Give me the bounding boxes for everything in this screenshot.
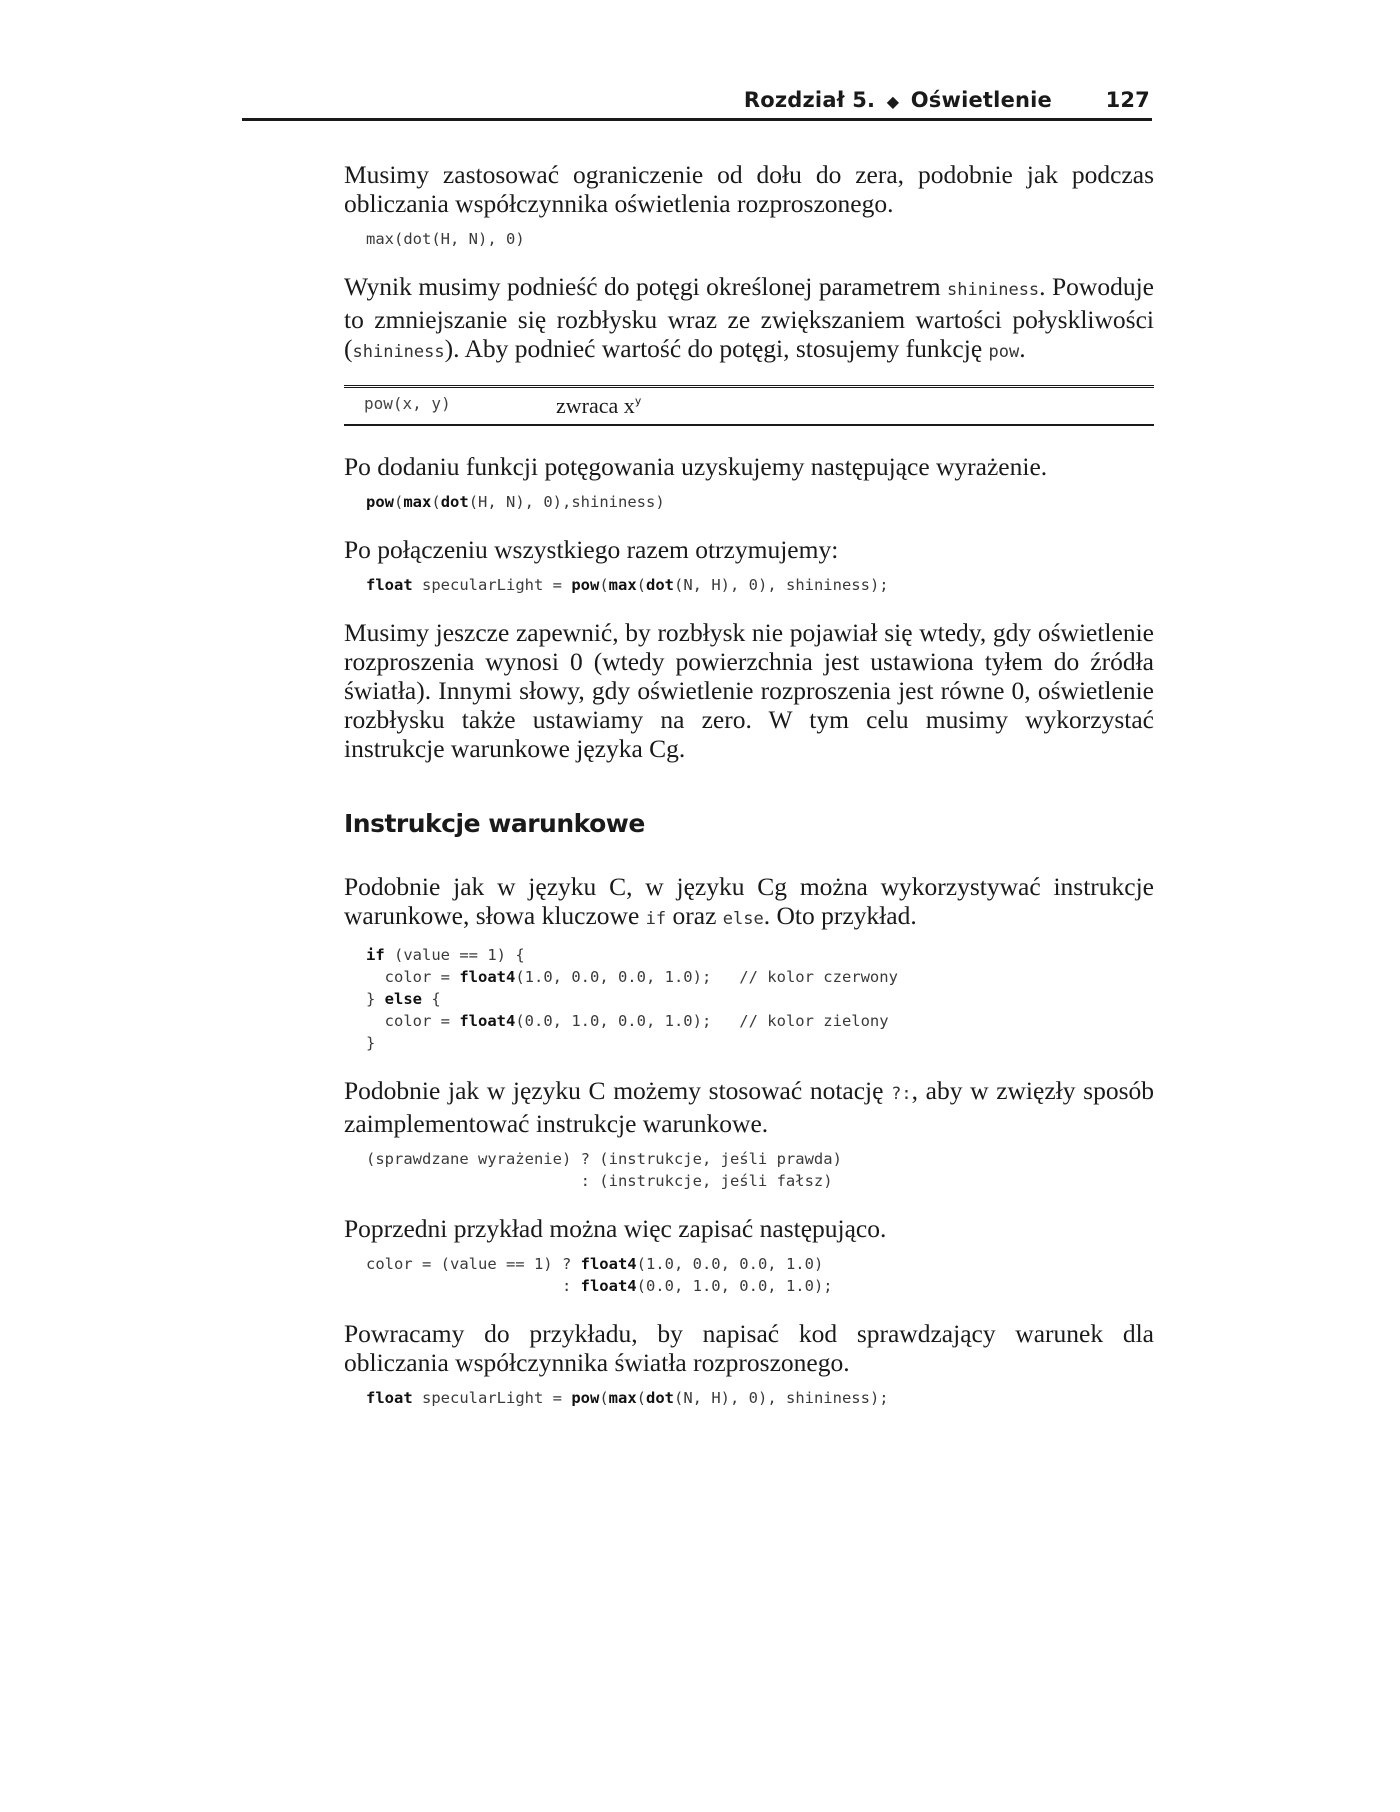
- text-run: .: [1019, 334, 1026, 363]
- text-run: Podobnie jak w języku C, w języku Cg można wykorzystywać instrukcje warunkowe, słowa kluczowe: [344, 872, 1154, 930]
- code-block-ternary-syntax: [366, 1148, 1154, 1192]
- text-run: Wynik musimy podnieść do potęgi określonej parametrem: [344, 272, 948, 301]
- code-token: specularLight =: [412, 1389, 572, 1407]
- code-block-pow: [366, 491, 1154, 513]
- code-line: [366, 1275, 1154, 1297]
- code-keyword: if: [366, 946, 385, 964]
- code-token: (1.0, 0.0, 0.0, 1.0); // kolor czerwony: [515, 968, 898, 986]
- code-keyword: float4: [580, 1255, 637, 1273]
- code-token: dot: [403, 230, 432, 248]
- code-token: :: [366, 1277, 581, 1295]
- code-token: {: [422, 990, 441, 1008]
- text-run: Podobnie jak w języku C możemy stosować notację: [344, 1076, 892, 1105]
- paragraph-3: Po dodaniu funkcji potęgowania uzyskujemy następujące wyrażenie.: [344, 452, 1048, 481]
- code-token: (0.0, 1.0, 0.0, 1.0);: [636, 1277, 833, 1295]
- paragraph-1: Musimy zastosować ograniczenie od dołu do zera, podobnie jak podczas obliczania współczynnika oświetlenia rozproszonego.: [344, 160, 1154, 218]
- description-text: zwraca x: [556, 393, 635, 418]
- code-keyword: pow: [571, 1389, 600, 1407]
- code-keyword: pow: [571, 576, 600, 594]
- diamond-icon: ◆: [886, 92, 900, 111]
- code-keyword: dot: [440, 493, 469, 511]
- code-keyword: dot: [646, 1389, 674, 1407]
- function-table: [344, 385, 1154, 426]
- code-token: specularLight =: [412, 576, 572, 594]
- code-keyword: max: [608, 576, 637, 594]
- code-token: color =: [366, 1012, 460, 1030]
- code-keyword: pow: [366, 493, 394, 511]
- code-keyword: float: [366, 576, 413, 594]
- code-line: }: [366, 1034, 376, 1052]
- text-run: oraz: [666, 901, 723, 930]
- code-line: : (instrukcje, jeśli fałsz): [366, 1172, 833, 1190]
- code-token: }: [366, 990, 385, 1008]
- paragraph-7: [344, 1076, 1154, 1138]
- code-token: (: [599, 1389, 609, 1407]
- page-number: 127: [1105, 88, 1150, 112]
- code-token: (: [599, 576, 609, 594]
- superscript: y: [634, 394, 642, 408]
- code-keyword: float4: [459, 1012, 516, 1030]
- code-token: (H, N), 0),shininess): [468, 493, 665, 511]
- section-heading: Instrukcje warunkowe: [344, 809, 645, 838]
- inline-code: if: [645, 909, 667, 929]
- function-description: [556, 393, 641, 419]
- code-token: color = (value == 1) ?: [366, 1255, 581, 1273]
- paragraph-4: Po połączeniu wszystkiego razem otrzymujemy:: [344, 535, 839, 564]
- code-token: (N, H), 0), shininess);: [674, 1389, 889, 1407]
- code-line: [366, 944, 1154, 966]
- code-keyword: float4: [580, 1277, 637, 1295]
- code-keyword: float4: [459, 968, 516, 986]
- inline-code: shininess: [352, 342, 445, 362]
- code-token: max: [366, 230, 394, 248]
- paragraph-6: [344, 872, 1154, 934]
- code-block-ternary-example: [366, 1253, 1154, 1297]
- code-line: [366, 1253, 1154, 1275]
- code-block-max: max(dot(H, N), 0): [366, 230, 525, 248]
- paragraph-9: Powracamy do przykładu, by napisać kod sprawdzający warunek dla obliczania współczynnika światła rozproszonego.: [344, 1319, 1154, 1377]
- code-block-specular: [366, 574, 1154, 596]
- text-run: . Powoduje to zmniejszanie się rozbłysku wraz ze zwiększaniem wartości połyskliwości (: [344, 272, 1154, 363]
- paragraph-2: [344, 272, 1154, 367]
- code-line: [366, 988, 1154, 1010]
- code-keyword: max: [608, 1389, 637, 1407]
- code-token: (H, N), 0): [431, 230, 525, 248]
- running-header: [242, 80, 1152, 121]
- code-keyword: dot: [646, 576, 674, 594]
- text-run: ). Aby podnieć wartość do potęgi, stosujemy funkcję: [444, 334, 989, 363]
- code-line: [366, 966, 1154, 988]
- text-run: . Oto przykład.: [763, 901, 917, 930]
- function-signature: pow(x, y): [364, 394, 451, 413]
- code-token: (1.0, 0.0, 0.0, 1.0): [636, 1255, 824, 1273]
- code-token: (N, H), 0), shininess);: [674, 576, 889, 594]
- code-keyword: float: [366, 1389, 413, 1407]
- paragraph-8: Poprzedni przykład można więc zapisać następująco.: [344, 1214, 887, 1243]
- code-token: (: [636, 1389, 646, 1407]
- inline-code: ?:: [891, 1084, 912, 1104]
- code-token: (0.0, 1.0, 0.0, 1.0); // kolor zielony: [515, 1012, 889, 1030]
- code-token: (: [636, 576, 646, 594]
- page-body: [344, 160, 1154, 1409]
- code-token: (: [394, 493, 404, 511]
- header-chapter-title: [744, 88, 1052, 112]
- code-line: (sprawdzane wyrażenie) ? (instrukcje, jeśli prawda): [366, 1150, 842, 1168]
- header-section-label: Oświetlenie: [910, 88, 1052, 112]
- paragraph-5: Musimy jeszcze zapewnić, by rozbłysk nie pojawiał się wtedy, gdy oświetlenie rozproszenia wynosi 0 (wtedy powierzchnia jest ustawiona tyłem do źródła światła). Innymi słowy, gdy oświetlenie rozproszenia jest równe 0, oświetlenie rozbłysku także ustawiamy na zero. W tym celu musimy wykorzystać instrukcje warunkowe języka Cg.: [344, 618, 1154, 763]
- code-block-specular-final: [366, 1387, 1154, 1409]
- code-token: (value == 1) {: [384, 946, 525, 964]
- text-run: , aby w zwięzły sposób zaimplementować instrukcje warunkowe.: [344, 1076, 1154, 1138]
- inline-code: pow: [988, 342, 1020, 362]
- code-keyword: max: [403, 493, 432, 511]
- header-chapter-label: Rozdział 5.: [743, 88, 876, 112]
- code-keyword: else: [384, 990, 422, 1008]
- inline-code: else: [722, 909, 764, 929]
- code-block-if-else: [366, 944, 1154, 1054]
- code-line: [366, 1010, 1154, 1032]
- inline-code: shininess: [947, 280, 1040, 300]
- code-token: color =: [366, 968, 460, 986]
- code-token: (: [431, 493, 441, 511]
